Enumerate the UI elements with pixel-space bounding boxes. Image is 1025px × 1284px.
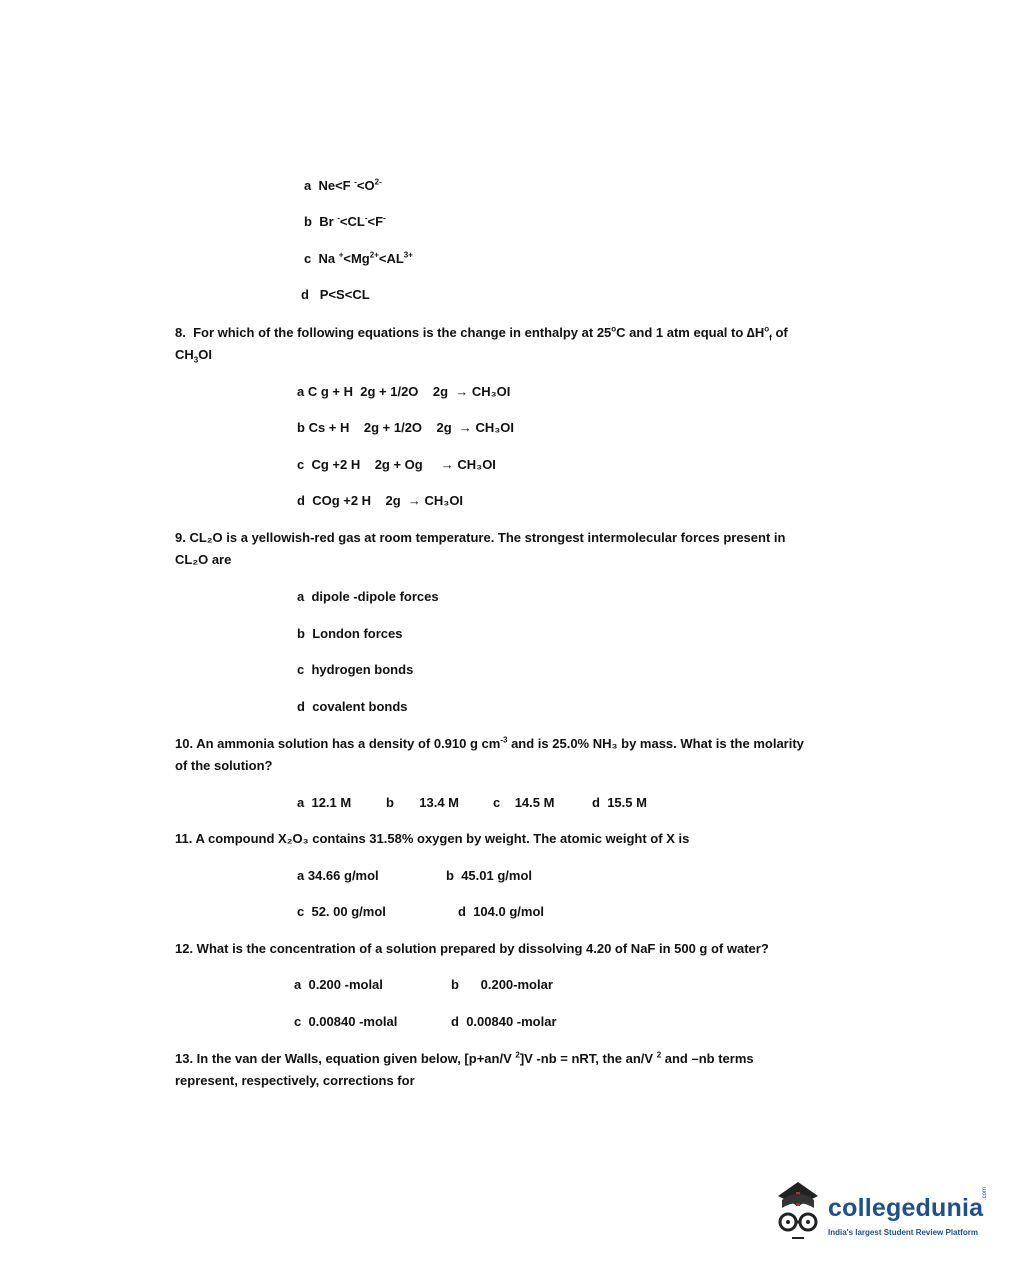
q8-option-d: d COg +2 H 2g → CH₃OI xyxy=(297,493,464,508)
q11-option-a: a 34.66 g/mol xyxy=(297,868,379,883)
mascot-icon xyxy=(768,1178,826,1250)
question-8: 8. For which of the following equations is the change in enthalpy at 25$^o$C and 1 atm equal to $\Delta H^o_f$ of $CH_3OI$ xyxy=(175,324,788,365)
q12-option-b: b 0.200-molar xyxy=(451,977,553,992)
q10-option-b: b 13.4 M xyxy=(386,795,459,810)
question-9: 9. CL₂O is a yellowish-red gas at room temperature. The strongest intermolecular forces present in CL₂O are xyxy=(175,530,786,567)
q12-option-c: c 0.00840 -molal xyxy=(294,1014,398,1029)
question-12: 12. What is the concentration of a solution prepared by dissolving 4.20 of NaF in 500 g of water? xyxy=(175,941,769,956)
q10-option-a: a 12.1 M xyxy=(297,795,352,810)
q8-option-b: b Cs + H 2g + 1/2O 2g → CH₃OI xyxy=(297,420,515,435)
q9-option-b: b London forces xyxy=(297,626,403,641)
q7-option-c: c Na $^+<Mg^{2+}<AL^{3+}$ xyxy=(304,250,413,266)
q9-option-d: d covalent bonds xyxy=(297,699,408,714)
question-10: 10. An ammonia solution has a density of 0.910 g $cm^{-3}$ and is 25.0% NH₃ by mass. What is the molarity of the solution? xyxy=(175,735,804,773)
q11-option-d: d 104.0 g/mol xyxy=(458,904,544,919)
q9-option-c: c hydrogen bonds xyxy=(297,662,414,677)
q7-option-b: b Br -<CL-<F- xyxy=(304,213,386,229)
question-13: 13. In the van der Walls, equation given below, [p+an/V $^2$]V -nb = nRT, the an/V $^2$ and –nb terms represent, respectively, corrections for xyxy=(175,1050,754,1088)
q12-option-d: d 0.00840 -molar xyxy=(451,1014,557,1029)
q10-option-d: d 15.5 M xyxy=(592,795,647,810)
q9-option-a: a dipole -dipole forces xyxy=(297,589,439,604)
q8-option-a: a C g + H 2g + 1/2O 2g → CH₃OI xyxy=(297,384,511,399)
q11-option-b: b 45.01 g/mol xyxy=(446,868,532,883)
collegedunia-logo[interactable] xyxy=(768,1178,998,1250)
question-11: 11. A compound X₂O₃ contains 31.58% oxygen by weight. The atomic weight of X is xyxy=(175,831,690,846)
q8-option-c: c Cg +2 H 2g + Og → CH₃OI xyxy=(297,457,496,472)
q7-option-a: a Ne<F $^-<O^{2-}$ xyxy=(304,177,382,193)
q7-option-d: d P<S<CL xyxy=(301,287,370,302)
logo-dotcom: .com xyxy=(982,1186,988,1200)
q11-option-c: c 52. 00 g/mol xyxy=(297,904,386,919)
q10-option-c: c 14.5 M xyxy=(493,795,555,810)
logo-tagline: India's largest Student Review Platform xyxy=(828,1228,978,1237)
q12-option-a: a 0.200 -molal xyxy=(294,977,383,992)
logo-wordmark: collegedunia xyxy=(828,1194,984,1222)
